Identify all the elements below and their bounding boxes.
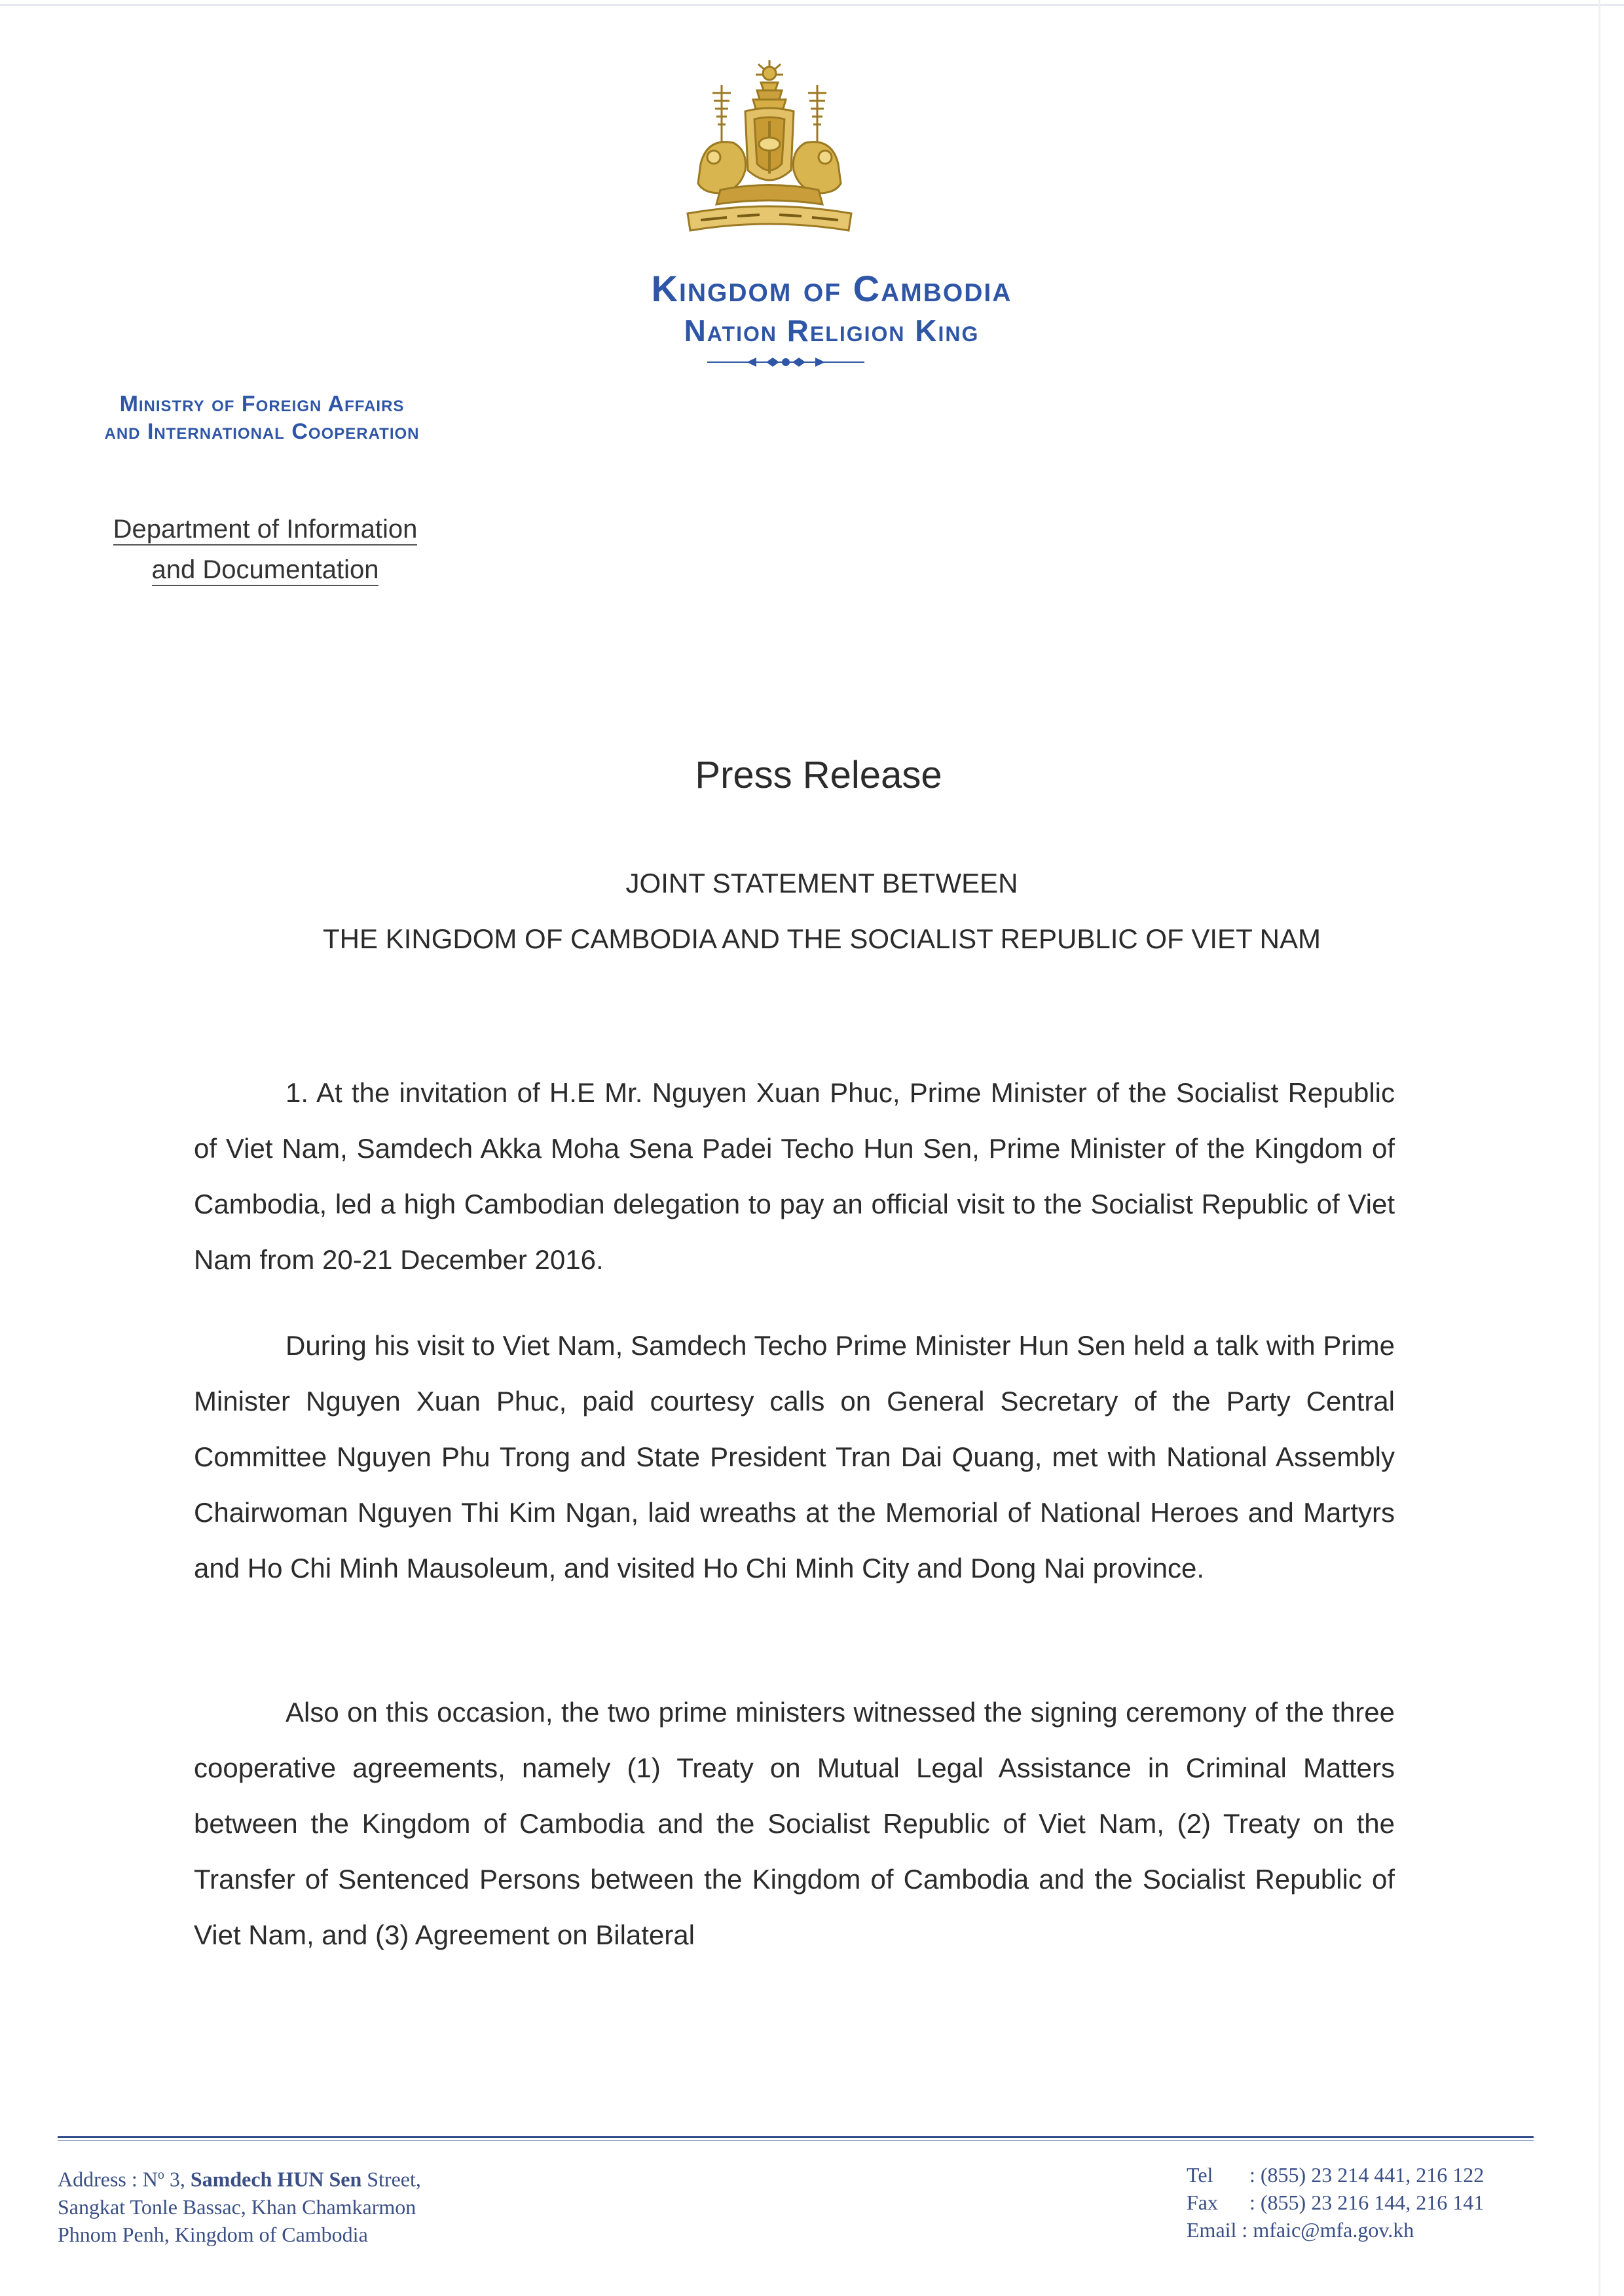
fax-label: Fax — [1187, 2191, 1218, 2214]
footer-address — [58, 2161, 421, 2248]
subtitle-line2: THE KINGDOM OF CAMBODIA AND THE SOCIALIST REPUBLIC OF VIET NAM — [323, 923, 1321, 954]
fax-row — [1187, 2189, 1484, 2216]
motto-heading: Nation Religion King — [684, 314, 980, 348]
address-label: Address : N — [58, 2167, 158, 2191]
fax-value: : (855) 23 216 144, 216 141 — [1249, 2191, 1485, 2214]
department-line1 — [72, 515, 458, 544]
royal-arms-of-cambodia-icon — [674, 59, 864, 249]
kingdom-heading: Kingdom of Cambodia — [651, 268, 1012, 309]
decorative-divider-icon — [707, 352, 864, 372]
address-number: 3, — [164, 2167, 191, 2191]
paragraph-2: During his visit to Viet Nam, Samdech Techo Prime Minister Hun Sen held a talk with Prime Minister Nguyen Xuan Phuc, paid courtesy calls on General Secretary of the Party Central Committee Nguyen Phu Trong and State President Tran Dai Quang, met with National Assembly Chairwoman Nguyen Thi Kim Ngan, laid wreaths at the Memorial of National Heroes and Martyrs and Ho Chi Minh Mausoleum, and visited Ho Chi Minh City and Dong Nai province. — [194, 1330, 1395, 1583]
paragraph-1: 1. At the invitation of H.E Mr. Nguyen Xuan Phuc, Prime Minister of the Socialist Republic of Viet Nam, Samdech Akka Moha Sena Padei Techo Hun Sen, Prime Minister of the Kingdom of Cambodia, led a high Cambodian delegation to pay an official visit to the Socialist Republic of Viet Nam from 20-21 December 2016. — [194, 1077, 1395, 1275]
footer-divider-thin — [58, 2140, 1534, 2141]
address-line1 — [58, 2161, 421, 2193]
footer-divider — [58, 2136, 1534, 2138]
email-label: Email — [1187, 2218, 1237, 2242]
department-line2-text: and Documentation — [152, 555, 379, 586]
address-number-sup: o — [157, 2168, 164, 2182]
footer-contact — [1187, 2161, 1484, 2244]
email-value: : mfaic@mfa.gov.kh — [1236, 2218, 1414, 2242]
department-line2 — [72, 555, 458, 585]
address-street-suffix: Street, — [361, 2167, 421, 2191]
department-line1-text: Department of Information — [113, 515, 418, 546]
ministry-name-line1: Ministry of Foreign Affairs — [119, 392, 405, 417]
email-row — [1187, 2216, 1484, 2244]
ministry-name-line2: and International Cooperation — [104, 419, 420, 444]
document-title: Press Release — [695, 754, 942, 796]
scan-edge-top — [0, 4, 1624, 6]
tel-label: Tel — [1187, 2163, 1213, 2187]
paragraph-3: Also on this occasion, the two prime ministers witnessed the signing ceremony of the three cooperative agreements, namely (1) Treaty on Mutual Legal Assistance in Criminal Matters between the Kingdom of Cambodia and the Socialist Republic of Viet Nam, (2) Treaty on the Transfer of Sentenced Persons between the Kingdom of Cambodia and the Socialist Republic of Viet Nam, and (3) Agreement on Bilateral — [194, 1697, 1395, 1950]
tel-value: : (855) 23 214 441, 216 122 — [1249, 2163, 1485, 2187]
address-line3: Phnom Penh, Kingdom of Cambodia — [58, 2222, 368, 2246]
subtitle-line1: JOINT STATEMENT BETWEEN — [625, 868, 1018, 898]
tel-row — [1187, 2161, 1484, 2189]
address-line2: Sangkat Tonle Bassac, Khan Chamkarmon — [58, 2194, 416, 2219]
address-street-name: Samdech HUN Sen — [190, 2167, 362, 2191]
